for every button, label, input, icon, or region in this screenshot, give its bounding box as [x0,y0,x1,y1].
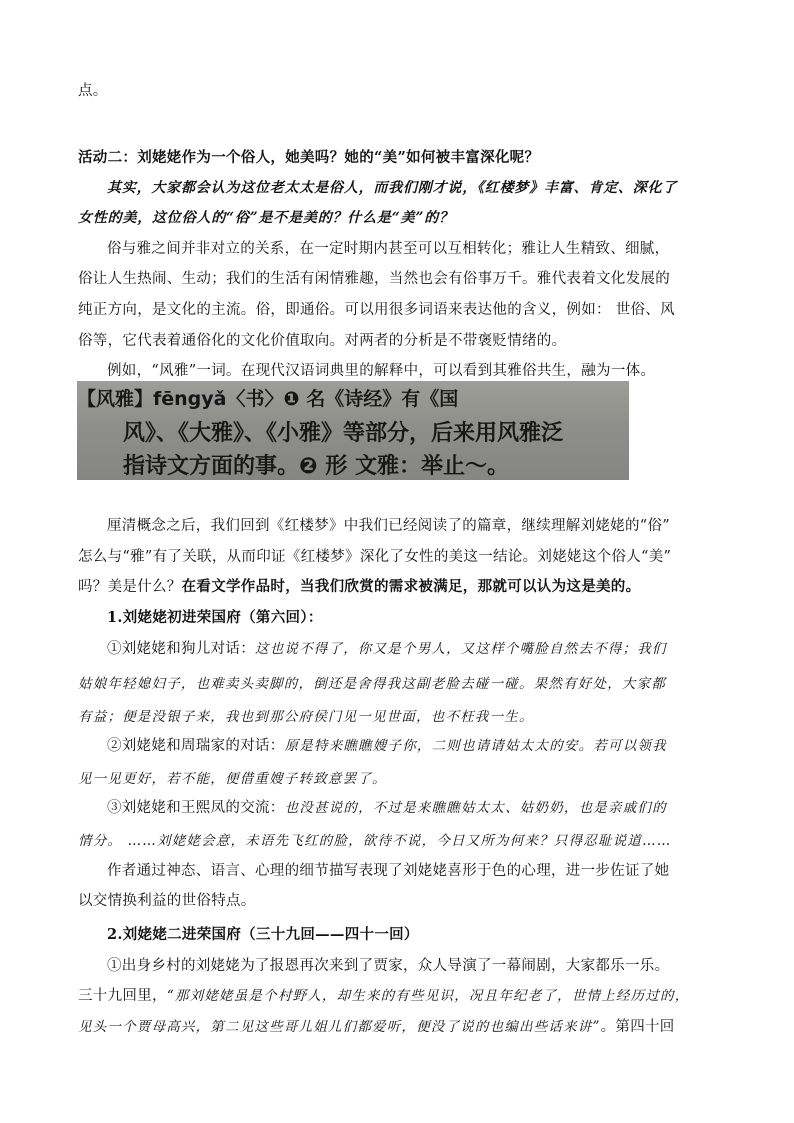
bold-text-span: 在看文学作品时，当我们欣赏的需求被满足，那就可以认为这是美的。 [181,578,641,595]
text-line: 其实，大家都会认为这位老太太是俗人，而我们刚才说，《红楼梦》丰富、肯定、深化了 [107,180,678,196]
quote-line: 有益；便是没银子来，我也到那公府侯门见一见世面，也不枉我一生。 [78,709,534,725]
text-line: 俗等，它代表着通俗化的文化价值取向。对两者的分析是不带褒贬情绪的。 [78,333,567,349]
text-line: 俗与雅之间并非对立的关系，在一定时期内甚至可以互相转化；雅让人生精致、细腻， [107,241,670,257]
quote-line: 见一见更好，若不能，便借重嫂子转致意罢了。 [78,771,387,787]
text-line: 俗让人生热闹、生动；我们的生活有闲情雅趣，当然也会有俗事万千。雅代表着文化发展的 [78,271,670,287]
text-span: ①刘姥姥和狗儿对话： [107,641,255,657]
quote-span: 这也说不得了，你又是个男人，又这样个嘴脸自然去不得；我们 [255,641,667,657]
text-line [78,986,689,1006]
quote-span: 也没甚说的，不过是来瞧瞧姑太太、姑奶奶，也是亲戚们的 [284,800,667,816]
text-line: 厘清概念之后，我们回到《红楼梦》中我们已经阅读了的篇章，继续理解刘姥姥的“俗” [107,518,671,534]
text-line [107,736,667,756]
text-span: 吗？美是什么？ [78,579,182,595]
quote-span: 见头一个贾母高兴，第二见这些哥儿姐儿们都爱听，便没了说的也编出些话来讲” [78,1019,601,1035]
quote-line: 情分。 ……刘姥姥会意，未语先飞红的脸，欲待不说，今日又所为何来？只得忍耻说道…… [78,833,672,849]
dictionary-line: 风》、《大雅》、《小雅》等部分，后来用风雅泛 [123,421,564,446]
dictionary-line: 【风雅】fēngyǎ〈书〉❶ 名《诗经》有《国 [77,388,459,410]
text-line [107,639,667,659]
text-line: 点。 [78,83,108,99]
text-line: 例如，“风雅”一词。在现代汉语词典里的解释中，可以看到其雅俗共生，融为一体。 [107,363,656,379]
activity-heading: 活动二：刘姥姥作为一个俗人，她美吗？她的“美”如何被丰富深化呢？ [78,149,540,166]
text-line: 纯正方向，是文化的主流。俗，即通俗。可以用很多词语来表达他的含义，例如： 世俗、风 [78,302,675,318]
text-span: ②刘姥姥和周瑞家的对话： [107,738,285,754]
text-line: ①出身乡村的刘姥姥为了报恩再次来到了贾家，众人导演了一幕闹剧，大家都乐一乐。 [107,958,670,974]
dictionary-line: 指诗文方面的事。❷ 形 文雅：举止～。 [123,454,509,479]
quote-span: “那刘姥姥虽是个村野人，却生来的有些见识，况且年纪老了，世情上经历过的， [166,988,690,1004]
quote-span: 原是特来瞧瞧嫂子你，二则也请请姑太太的安。若可以领我 [284,738,667,754]
text-span: 三十九回里， [78,988,167,1004]
quote-line: 姑娘年轻媳妇子，也难卖头卖脚的，倒还是舍得我这副老脸去碰一碰。果然有好处，大家都 [78,676,666,692]
text-span: 。第四十回 [600,1019,675,1035]
section-heading: 1.刘姥姥初进荣国府（第六回）： [107,609,323,626]
text-line [78,577,640,597]
text-line [107,798,667,818]
text-span: ③刘姥姥和王熙凤的交流： [107,800,285,816]
text-line: 作者通过神态、语言、心理的细节描写表现了刘姥姥喜形于色的心理，进一步佐证了她 [107,863,670,879]
section-heading: 2.刘姥姥二进荣国府（三十九回——四十一回） [107,926,419,943]
text-line: 女性的美，这位俗人的“俗”是不是美的？什么是“美”的？ [78,210,454,226]
text-line [78,1017,675,1037]
dictionary-entry-image [77,381,629,480]
text-line: 怎么与“雅”有了关联，从而印证《红楼梦》深化了女性的美这一结论。刘姥姥这个俗人“美” [78,549,672,565]
text-line: 以交情换利益的世俗特点。 [78,893,256,909]
